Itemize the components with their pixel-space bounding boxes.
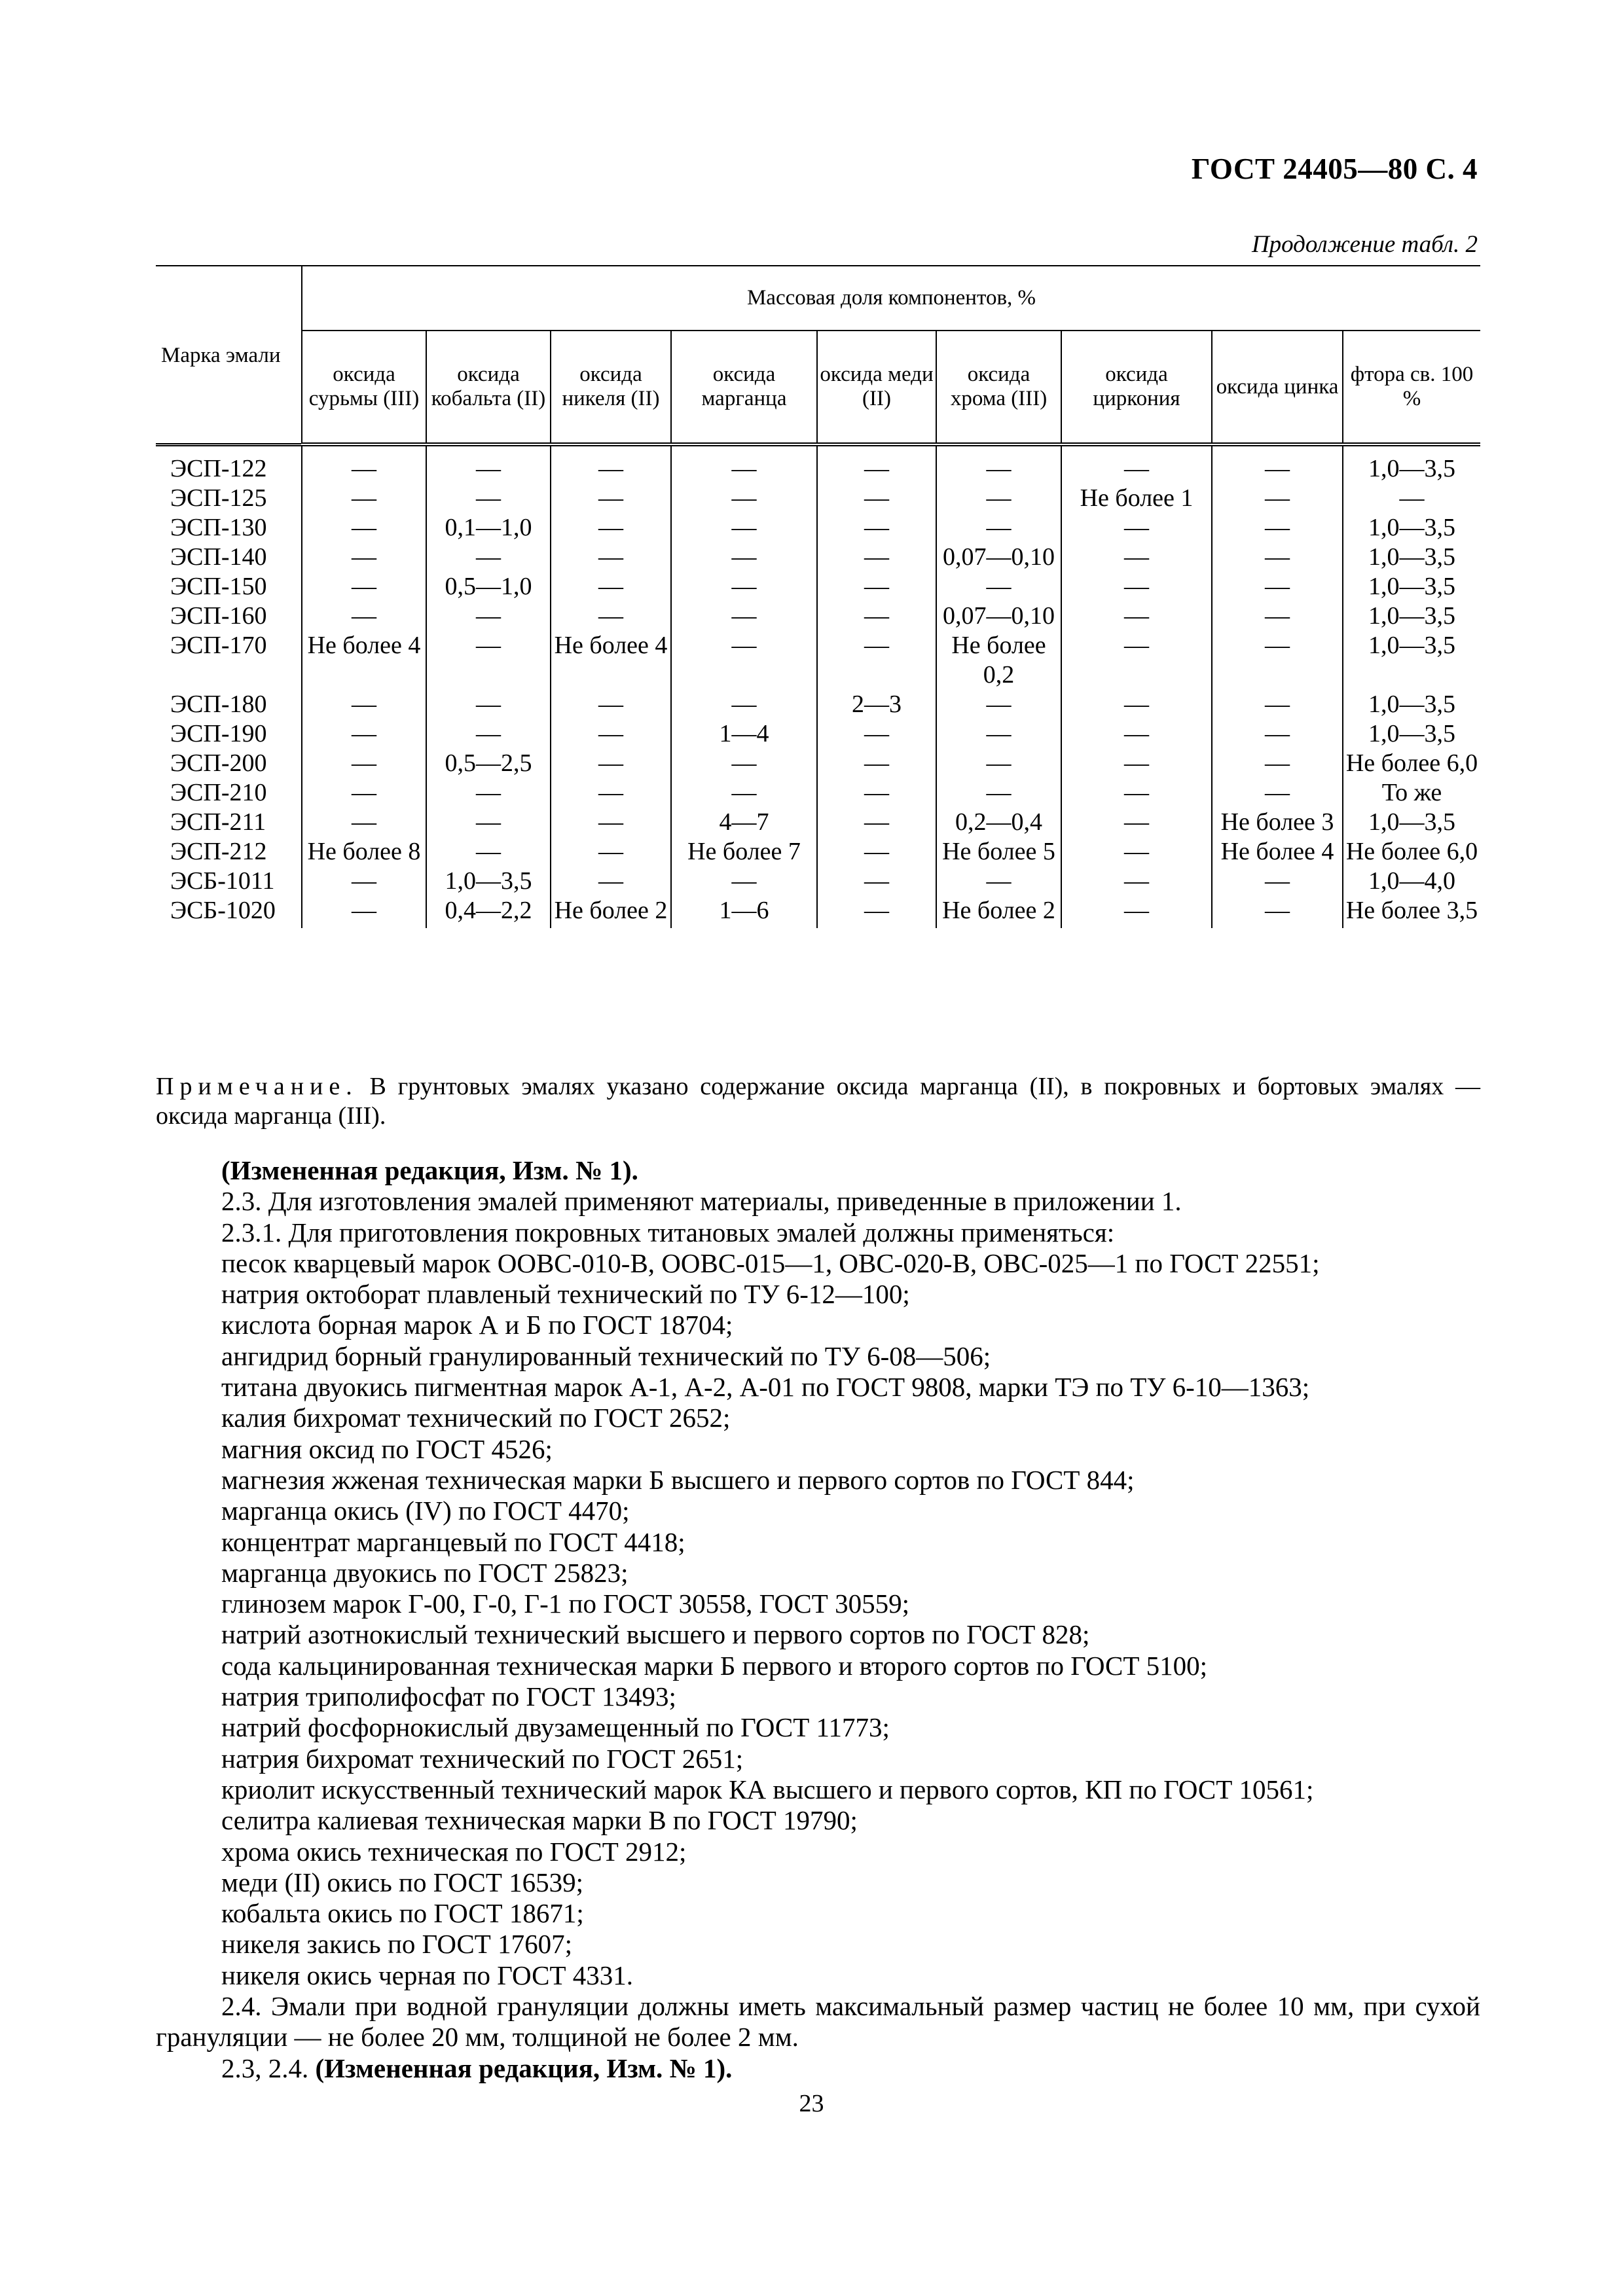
table-cell: — [426,690,551,719]
table-cell: — [1343,484,1480,513]
table-cell: — [1061,444,1212,484]
table-cell: — [671,778,817,808]
table-cell: — [302,513,426,543]
table-cell: — [671,690,817,719]
table-cell: — [302,808,426,837]
table-cell: — [671,867,817,896]
table-cell: — [426,444,551,484]
table-cell: Не более 6,0 [1343,749,1480,778]
table-cell: — [936,749,1061,778]
table-cell: — [1212,631,1343,690]
table-cell: — [302,444,426,484]
table-cell: — [936,719,1061,749]
table-cell: — [671,572,817,601]
table-cell: — [426,601,551,631]
clause-2-3-1: 2.3.1. Для приготовления покровных титановых эмалей должны применяться: [221,1217,1115,1247]
table-cell: — [671,631,817,690]
table-cell: — [551,867,671,896]
enamel-mark-cell: ЭСП-190 [156,719,302,749]
table-cell: — [1212,444,1343,484]
table-row [156,601,1480,631]
enamel-mark-cell: ЭСП-210 [156,778,302,808]
table-cell: — [302,896,426,928]
edition-note-2-text: (Измененная редакция, Изм. № 1). [315,2053,733,2083]
note-label: Примечание. [156,1073,358,1100]
table-cell: — [426,543,551,572]
table-cell: — [1061,896,1212,928]
table-cell: — [1061,690,1212,719]
enamel-mark-cell: ЭСП-140 [156,543,302,572]
table-row [156,837,1480,867]
table-cell: — [302,719,426,749]
table-cell: 0,07—0,10 [936,543,1061,572]
table-cell: Не более 2 [551,896,671,928]
column-header: оксида цинка [1212,331,1343,444]
table-cell: — [936,778,1061,808]
column-header: оксида кобальта (II) [426,331,551,444]
table-cell: 1,0—3,5 [1343,543,1480,572]
table-row [156,867,1480,896]
table-cell: — [1061,837,1212,867]
table-cell: — [1212,543,1343,572]
edition-note-1: (Измененная редакция, Изм. № 1). [221,1155,638,1185]
table-cell: — [817,601,936,631]
table-cell: Не более 0,2 [936,631,1061,690]
table-cell: — [551,543,671,572]
table-cell: — [817,778,936,808]
table-cell: — [1212,513,1343,543]
table-cell: — [426,837,551,867]
table-cell: Не более 4 [302,631,426,690]
column-header: оксида никеля (II) [551,331,671,444]
material-item: ангидрид борный гранулированный технический по ТУ 6-08—506; [221,1340,991,1371]
table-cell: — [817,543,936,572]
page-number: 23 [799,2090,824,2117]
material-item: концентрат марганцевый по ГОСТ 4418; [221,1526,685,1557]
table-cell: — [817,896,936,928]
table-cell: — [551,749,671,778]
table-cell: — [426,808,551,837]
table-cell: 0,5—1,0 [426,572,551,601]
table-cell: 0,2—0,4 [936,808,1061,837]
table-row [156,513,1480,543]
table-row [156,808,1480,837]
table-row [156,572,1480,601]
table-row [156,484,1480,513]
material-item: натрия триполифосфат по ГОСТ 13493; [221,1681,676,1712]
table-cell: — [1061,867,1212,896]
enamel-mark-cell: ЭСП-180 [156,690,302,719]
table-cell: — [1212,867,1343,896]
table-cell: 0,1—1,0 [426,513,551,543]
material-item: глинозем марок Г-00, Г-0, Г-1 по ГОСТ 30558, ГОСТ 30559; [221,1588,909,1619]
table-cell: — [936,484,1061,513]
enamel-mark-cell: ЭСП-122 [156,444,302,484]
enamel-mark-cell: ЭСП-150 [156,572,302,601]
table-cell: — [551,484,671,513]
table-cell: Не более 6,0 [1343,837,1480,867]
table-cell: — [817,572,936,601]
material-item: кислота борная марок А и Б по ГОСТ 18704; [221,1310,733,1340]
material-item: хрома окись техническая по ГОСТ 2912; [221,1836,687,1867]
table-row [156,690,1480,719]
material-item: марганца двуокись по ГОСТ 25823; [221,1557,629,1588]
table-row [156,719,1480,749]
enamel-mark-cell: ЭСБ-1011 [156,867,302,896]
table-cell: Не более 4 [551,631,671,690]
table-cell: Не более 7 [671,837,817,867]
material-item: кобальта окись по ГОСТ 18671; [221,1898,584,1929]
table-cell: — [302,572,426,601]
column-header: фтора св. 100 % [1343,331,1480,444]
table-cell: То же [1343,778,1480,808]
table-cell: 1,0—3,5 [1343,808,1480,837]
table-cell: Не более 8 [302,837,426,867]
column-header: оксида циркония [1061,331,1212,444]
table-cell: — [671,749,817,778]
page-header: ГОСТ 24405—80 С. 4 [1191,152,1478,185]
table-row [156,444,1480,484]
table-cell: — [1212,601,1343,631]
material-item: калия бихромат технический по ГОСТ 2652; [221,1403,731,1433]
table-cell: 1,0—3,5 [1343,631,1480,690]
table-cell: — [551,601,671,631]
enamel-mark-cell: ЭСП-212 [156,837,302,867]
table-cell: — [936,690,1061,719]
table-cell: — [671,444,817,484]
table-cell: — [1212,484,1343,513]
table-row [156,778,1480,808]
table-cell: — [302,867,426,896]
material-item: натрий азотнокислый технический высшего и первого сортов по ГОСТ 828; [221,1619,1090,1650]
table-row [156,543,1480,572]
table-cell: — [1061,778,1212,808]
table-cell: — [302,543,426,572]
table-cell: Не более 1 [1061,484,1212,513]
table-cell: — [671,513,817,543]
column-header: оксида сурьмы (III) [302,331,426,444]
material-item: селитра калиевая техническая марки В по ГОСТ 19790; [221,1805,858,1836]
table-caption: Продолжение табл. 2 [1251,231,1478,258]
enamel-mark-cell: ЭСП-200 [156,749,302,778]
table-cell: Не более 2 [936,896,1061,928]
table-cell: — [1212,690,1343,719]
material-item: никеля окись черная по ГОСТ 4331. [221,1960,633,1990]
table-cell: — [551,719,671,749]
table-container [156,265,1480,928]
table-cell: — [1061,601,1212,631]
column-header: оксида меди (II) [817,331,936,444]
enamel-mark-cell: ЭСП-211 [156,808,302,837]
header-mark: Марка эмали [156,266,302,444]
table-cell: — [551,572,671,601]
material-item: титана двуокись пигментная марок А-1, А-2, А-01 по ГОСТ 9808, марки ТЭ по ТУ 6-10—1363; [221,1372,1310,1403]
note-text: В грунтовых эмалях указано содержание оксида марганца (II), в покровных и бортовых эмалях — оксида марганца (III). [156,1073,1480,1130]
table-cell: 1—4 [671,719,817,749]
table-cell: — [936,572,1061,601]
table-cell: — [817,444,936,484]
table-cell: Не более 3 [1212,808,1343,837]
table-cell: — [817,808,936,837]
composition-table [156,265,1480,928]
table-cell: — [1212,896,1343,928]
material-item: меди (II) окись по ГОСТ 16539; [221,1867,584,1897]
enamel-mark-cell: ЭСП-160 [156,601,302,631]
table-cell: — [1061,543,1212,572]
table-cell: — [551,778,671,808]
material-item: криолит искусственный технический марок КА высшего и первого сортов, КП по ГОСТ 10561; [221,1774,1314,1804]
table-cell: — [1061,631,1212,690]
edition-note-2 [156,2053,1480,2084]
table-cell: — [671,543,817,572]
materials-list [156,1248,1480,1991]
table-cell: — [1212,719,1343,749]
table-cell: — [936,867,1061,896]
table-cell: — [302,484,426,513]
table-cell: — [551,808,671,837]
table-cell: — [302,690,426,719]
table-cell: — [551,690,671,719]
table-cell: — [817,513,936,543]
header-group: Массовая доля компонентов, % [302,266,1480,331]
table-cell: — [1061,808,1212,837]
table-cell: — [302,778,426,808]
column-header: оксида марганца [671,331,817,444]
table-cell: 1,0—3,5 [1343,719,1480,749]
table-cell: — [671,484,817,513]
material-item: песок кварцевый марок ООВС-010-В, ООВС-015—1, ОВС-020-В, ОВС-025—1 по ГОСТ 22551; [221,1247,1320,1278]
table-cell: — [817,749,936,778]
table-cell: — [817,719,936,749]
table-cell: — [1061,572,1212,601]
table-cell: — [817,867,936,896]
table-cell: — [426,719,551,749]
enamel-mark-cell: ЭСП-125 [156,484,302,513]
material-item: сода кальцинированная техническая марки Б первого и второго сортов по ГОСТ 5100; [221,1650,1208,1681]
enamel-mark-cell: ЭСБ-1020 [156,896,302,928]
body-text [156,1155,1480,2084]
table-cell: — [1061,719,1212,749]
table-cell: — [817,837,936,867]
table-cell: 1,0—3,5 [1343,513,1480,543]
material-item: магнезия жженая техническая марки Б высшего и первого сортов по ГОСТ 844; [221,1464,1135,1495]
table-cell: 1,0—3,5 [1343,444,1480,484]
table-cell: 1,0—3,5 [1343,601,1480,631]
table-cell: 0,07—0,10 [936,601,1061,631]
table-cell: — [1061,513,1212,543]
clause-2-4: 2.4. Эмали при водной грануляции должны иметь максимальный размер частиц не более 10 мм, при сухой грануляции — не более 20 мм, толщиной не более 2 мм. [156,1991,1480,2053]
material-item: натрий фосфорнокислый двузамещенный по ГОСТ 11773; [221,1712,890,1743]
table-cell: Не более 5 [936,837,1061,867]
table-cell: 1,0—3,5 [1343,572,1480,601]
table-cell: — [426,484,551,513]
table-cell: 1—6 [671,896,817,928]
table-row [156,896,1480,928]
table-note [156,1072,1480,1131]
material-item: марганца окись (IV) по ГОСТ 4470; [221,1496,630,1526]
material-item: натрия октоборат плавленый технический по ТУ 6-12—100; [221,1279,910,1310]
table-cell: — [1212,778,1343,808]
material-item: натрия бихромат технический по ГОСТ 2651; [221,1743,744,1774]
material-item: магния оксид по ГОСТ 4526; [221,1433,553,1464]
clause-2-3: 2.3. Для изготовления эмалей применяют материалы, приведенные в приложении 1. [221,1186,1182,1217]
table-cell: — [936,444,1061,484]
table-cell: — [302,749,426,778]
table-cell: — [817,484,936,513]
enamel-mark-cell: ЭСП-130 [156,513,302,543]
table-cell: — [302,601,426,631]
table-cell: — [1212,572,1343,601]
table-cell: — [551,837,671,867]
table-cell: — [426,631,551,690]
edition-note-2-prefix: 2.3, 2.4. [221,2053,309,2083]
column-header: оксида хрома (III) [936,331,1061,444]
table-cell: 0,4—2,2 [426,896,551,928]
table-cell: 1,0—3,5 [1343,690,1480,719]
table-cell: 2—3 [817,690,936,719]
table-cell: 1,0—4,0 [1343,867,1480,896]
table-cell: — [1212,749,1343,778]
table-cell: — [671,601,817,631]
table-cell: — [426,778,551,808]
table-cell: — [817,631,936,690]
enamel-mark-cell: ЭСП-170 [156,631,302,690]
table-cell: — [551,444,671,484]
table-row [156,631,1480,690]
table-row [156,749,1480,778]
table-cell: — [551,513,671,543]
table-cell: 4—7 [671,808,817,837]
table-cell: — [1061,749,1212,778]
table-cell: Не более 4 [1212,837,1343,867]
table-cell: — [936,513,1061,543]
table-cell: 1,0—3,5 [426,867,551,896]
material-item: никеля закись по ГОСТ 17607; [221,1929,572,1960]
table-cell: Не более 3,5 [1343,896,1480,928]
table-cell: 0,5—2,5 [426,749,551,778]
